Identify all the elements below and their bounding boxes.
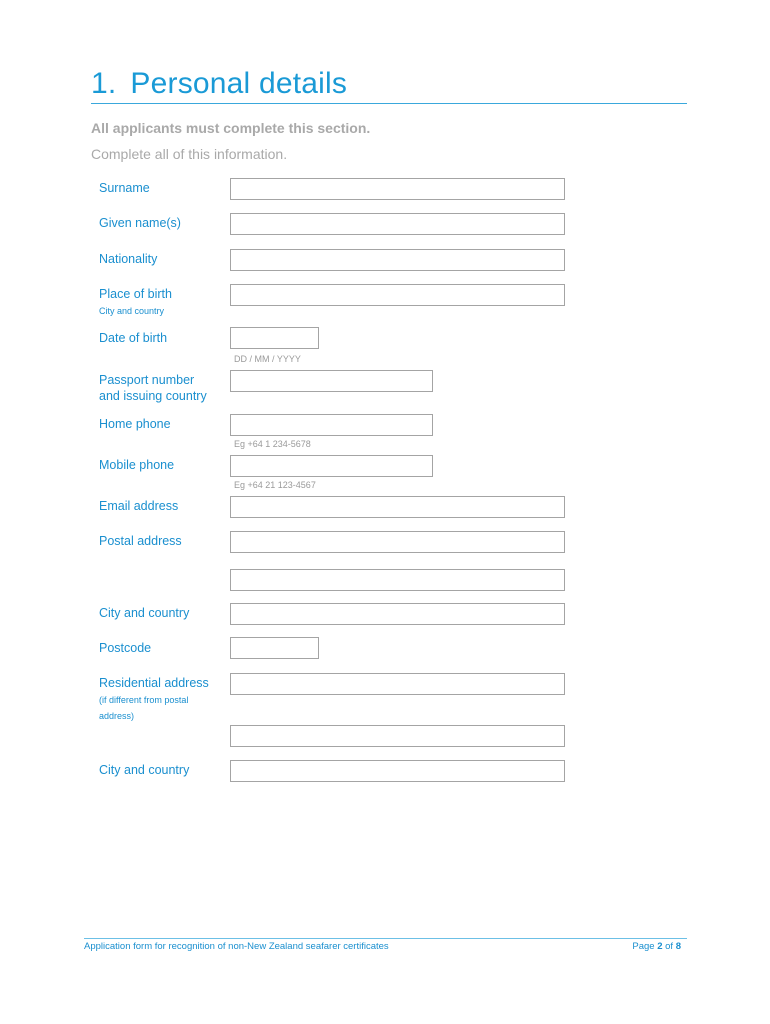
residential-city-country-label: City and country xyxy=(99,763,190,777)
mobile-phone-label: Mobile phone xyxy=(99,458,175,472)
page-of: of xyxy=(662,941,676,952)
place-of-birth-sublabel: City and country xyxy=(99,306,165,316)
instruction-text: Complete all of this information. xyxy=(91,146,288,162)
passport-label-line1: Passport number xyxy=(99,373,195,387)
nationality-label: Nationality xyxy=(99,252,158,266)
surname-label: Surname xyxy=(99,181,150,195)
residential-address-field-line1[interactable] xyxy=(230,673,565,695)
surname-field[interactable] xyxy=(230,178,565,200)
section-heading xyxy=(91,64,347,104)
residential-address-label: Residential address xyxy=(99,676,209,690)
page-total: 8 xyxy=(675,941,681,952)
postal-address-field-line1[interactable] xyxy=(230,531,565,553)
required-note: All applicants must complete this section. xyxy=(91,120,371,136)
passport-label-line2: and issuing country xyxy=(99,389,207,403)
page-current: 2 xyxy=(657,941,663,952)
postcode-field[interactable] xyxy=(230,637,319,659)
residential-address-sublabel-line2: address) xyxy=(99,711,135,721)
residential-address-sublabel-line1: (if different from postal xyxy=(99,695,189,705)
residential-address-field-line2[interactable] xyxy=(230,725,565,747)
nationality-field[interactable] xyxy=(230,249,565,271)
passport-field[interactable] xyxy=(230,370,433,392)
section-title: Personal details xyxy=(130,67,348,100)
home-phone-field[interactable] xyxy=(230,414,433,436)
page-prefix: Page xyxy=(632,941,658,952)
given-names-label: Given name(s) xyxy=(99,216,181,230)
email-label: Email address xyxy=(99,499,179,513)
date-of-birth-label: Date of birth xyxy=(99,331,168,345)
residential-city-country-field[interactable] xyxy=(230,760,565,782)
postal-address-field-line2[interactable] xyxy=(230,569,565,591)
mobile-phone-hint: Eg +64 21 123-4567 xyxy=(234,480,316,490)
given-names-field[interactable] xyxy=(230,213,565,235)
date-of-birth-field[interactable] xyxy=(230,327,319,349)
postcode-label: Postcode xyxy=(99,641,152,655)
email-field[interactable] xyxy=(230,496,565,518)
heading-divider xyxy=(91,103,687,104)
section-number: 1. xyxy=(91,67,117,100)
mobile-phone-field[interactable] xyxy=(230,455,433,477)
page-indicator xyxy=(632,941,681,952)
date-of-birth-hint: DD / MM / YYYY xyxy=(234,354,301,364)
postal-city-country-label: City and country xyxy=(99,606,190,620)
footer-divider xyxy=(84,938,687,939)
place-of-birth-field[interactable] xyxy=(230,284,565,306)
footer-form-title: Application form for recognition of non-New Zealand seafarer certificates xyxy=(84,941,389,952)
place-of-birth-label: Place of birth xyxy=(99,287,172,301)
postal-city-country-field[interactable] xyxy=(230,603,565,625)
postal-address-label: Postal address xyxy=(99,534,182,548)
home-phone-label: Home phone xyxy=(99,417,171,431)
home-phone-hint: Eg +64 1 234-5678 xyxy=(234,439,311,449)
